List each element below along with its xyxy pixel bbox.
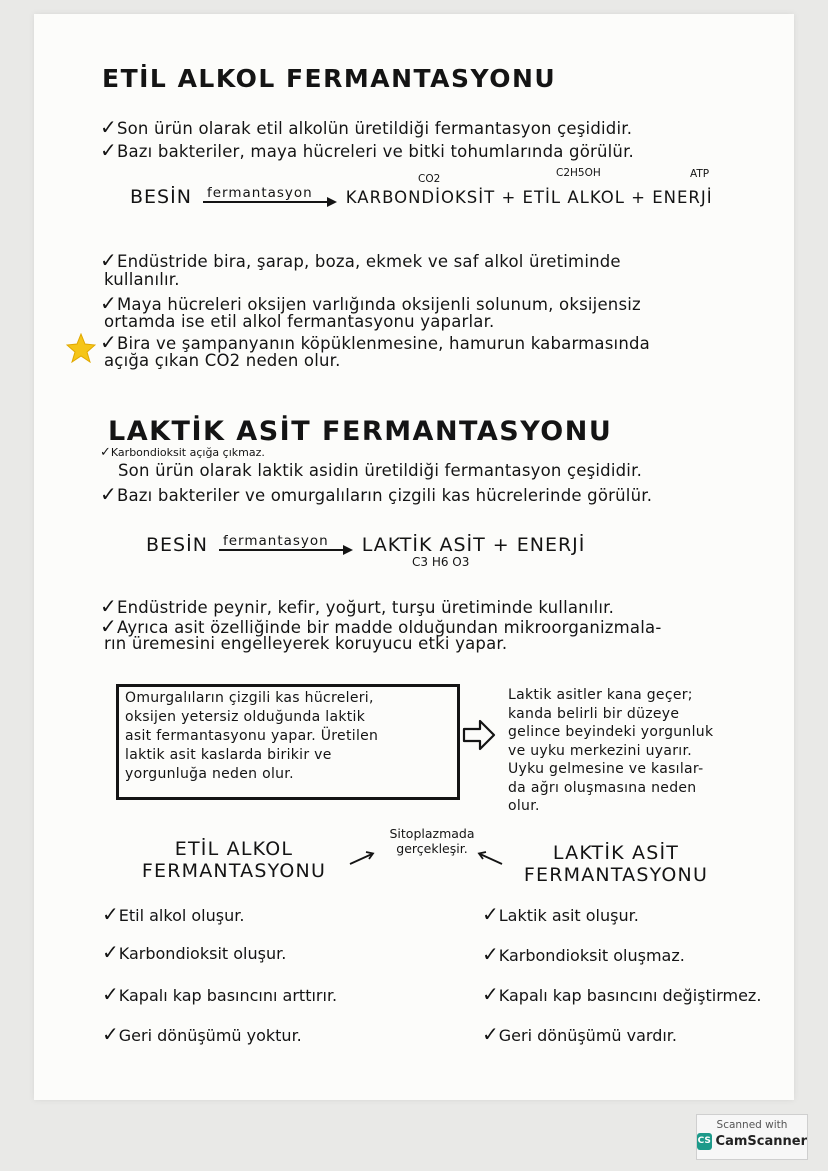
star-icon: [66, 333, 96, 363]
fermentation-arrow: fermantasyon: [203, 185, 335, 203]
left-list-item: ✓Kapalı kap basıncını arttırır.: [102, 982, 338, 1006]
equation-laktik-asit: [146, 534, 585, 557]
scanner-line-2: [697, 1133, 807, 1150]
section1-fact-3-cont: açığa çıkan CO2 neden olur.: [104, 351, 341, 370]
section2-side-note: ✓Karbondioksit açığa çıkmaz.: [100, 445, 265, 460]
check-icon: ✓: [102, 1022, 119, 1046]
section1-fact-2-cont: ortamda ise etil alkol fermantasyonu yaparlar.: [104, 312, 495, 331]
comparison-left-head: [118, 838, 350, 882]
check-icon: ✓: [482, 942, 499, 966]
check-icon: ✓: [102, 940, 119, 964]
box-line: laktik asit kaslarda birikir ve: [125, 747, 332, 763]
equation-note-co2: CO2: [418, 173, 441, 185]
section2-fact-2: ✓Ayrıca asit özelliğinde bir madde olduğundan mikroorganizmala-: [100, 614, 662, 638]
check-icon: ✓: [100, 330, 117, 354]
left-head-line-1: ETİL ALKOL: [174, 838, 294, 860]
check-icon: ✓: [100, 248, 117, 272]
middle-line-2: gerçekleşir.: [396, 841, 468, 856]
section1-fact-3: ✓Bira ve şampanyanın köpüklenmesine, hamurun kabarmasında: [100, 330, 650, 354]
section2-fact-1: ✓Endüstride peynir, kefir, yoğurt, turşu üretiminde kullanılır.: [100, 594, 615, 618]
right-list-item: ✓Geri dönüşümü vardır.: [482, 1022, 677, 1046]
equation-left: BESİN: [146, 534, 208, 556]
section1-fact-1: ✓Endüstride bira, şarap, boza, ekmek ve saf alkol üretiminde: [100, 248, 621, 272]
note-line: ve uyku merkezini uyarır.: [508, 742, 692, 759]
check-icon: ✓: [100, 594, 117, 618]
equation-note-c2h5oh: C2H5OH: [556, 167, 601, 179]
check-icon: ✓: [100, 445, 111, 460]
right-head-line-2: FERMANTASYONU: [523, 864, 709, 886]
box-line: yorgunluğa neden olur.: [125, 766, 294, 782]
right-list-item: ✓Laktik asit oluşur.: [482, 902, 639, 926]
section1-line-1: ✓Son ürün olarak etil alkolün üretildiği fermantasyon çeşididir.: [100, 115, 633, 139]
check-icon: ✓: [102, 982, 119, 1006]
check-icon: ✓: [100, 138, 117, 162]
section1-title: ETİL ALKOL FERMANTASYONU: [102, 64, 557, 93]
check-icon: ✓: [100, 614, 117, 638]
middle-line-1: Sitoplazmada: [389, 826, 475, 841]
equation-right: KARBONDİOKSİT + ETİL ALKOL + ENERJİ: [345, 188, 713, 207]
equation-note-atp: ATP: [690, 168, 710, 180]
left-head-line-2: FERMANTASYONU: [141, 860, 327, 882]
section1-line-2: ✓Bazı bakteriler, maya hücreleri ve bitki tohumlarında görülür.: [100, 138, 634, 162]
box-line: asit fermantasyonu yapar. Üretilen: [125, 728, 379, 744]
equation-left: BESİN: [130, 186, 192, 208]
camscanner-logo-icon: CS: [697, 1133, 712, 1150]
note-line: kanda belirli bir düzeye: [508, 705, 680, 722]
lactic-acid-box: [116, 684, 460, 800]
section1-fact-2: ✓Maya hücreleri oksijen varlığında oksijenli solunum, oksijensiz: [100, 291, 641, 315]
left-list-item: ✓Etil alkol oluşur.: [102, 902, 245, 926]
check-icon: ✓: [482, 982, 499, 1006]
section2-line-2: ✓Bazı bakteriler ve omurgalıların çizgili kas hücrelerinde görülür.: [100, 482, 653, 506]
equation-note-formula: C3 H6 O3: [412, 555, 470, 569]
right-head-line-1: LAKTİK ASİT: [552, 842, 680, 864]
left-list-item: ✓Karbondioksit oluşur.: [102, 940, 287, 964]
lactic-acid-note: [508, 686, 713, 816]
section2-line-1: Son ürün olarak laktik asidin üretildiği fermantasyon çeşididir.: [118, 461, 643, 480]
check-icon: ✓: [100, 115, 117, 139]
note-line: da ağrı oluşmasına neden: [508, 779, 697, 796]
note-line: Uyku gelmesine ve kasılar-: [508, 761, 704, 777]
right-arrow-icon: [462, 718, 496, 752]
camscanner-badge: [696, 1114, 808, 1160]
check-icon: ✓: [100, 291, 117, 315]
check-icon: ✓: [100, 482, 117, 506]
box-line: Omurgalıların çizgili kas hücreleri,: [125, 690, 374, 706]
note-line: gelince beyindeki yorgunluk: [508, 724, 714, 740]
note-line: olur.: [508, 798, 540, 814]
right-list-item: ✓Karbondioksit oluşmaz.: [482, 942, 685, 966]
equation-etil-alkol: [130, 186, 713, 209]
comparison-right-head: [506, 842, 726, 886]
right-list-item: ✓Kapalı kap basıncını değiştirmez.: [482, 982, 762, 1006]
equation-right: LAKTİK ASİT + ENERJİ: [361, 534, 586, 556]
check-icon: ✓: [102, 902, 119, 926]
fermentation-arrow: fermantasyon: [219, 533, 351, 551]
section1-fact-1-cont: kullanılır.: [104, 270, 180, 289]
section2-fact-2-cont: rın üremesini engelleyerek koruyucu etki yapar.: [104, 634, 508, 653]
check-icon: ✓: [482, 902, 499, 926]
note-line: Laktik asitler kana geçer;: [508, 687, 693, 703]
scanner-line-1: Scanned with: [716, 1119, 788, 1131]
section2-title: LAKTİK ASİT FERMANTASYONU: [108, 416, 613, 447]
box-line: oksijen yetersiz olduğunda laktik: [125, 709, 366, 725]
both-direction-arrows-icon: [346, 846, 506, 868]
check-icon: ✓: [482, 1022, 499, 1046]
scanner-brand: CamScanner: [715, 1134, 807, 1149]
left-list-item: ✓Geri dönüşümü yoktur.: [102, 1022, 302, 1046]
